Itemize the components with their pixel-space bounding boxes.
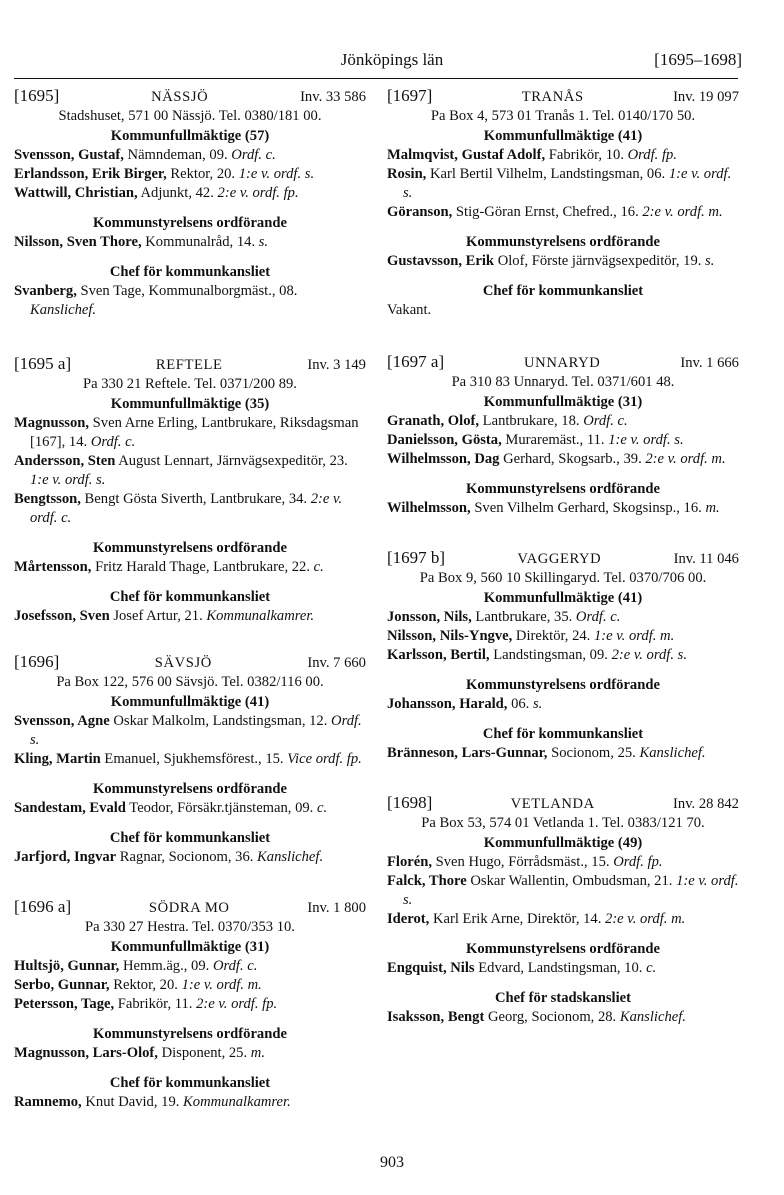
person-entry (387, 608, 739, 627)
municipality-header (14, 354, 366, 375)
person-role: c. (313, 559, 324, 575)
municipality-header (14, 897, 366, 918)
person-name: Sandestam, Evald (14, 800, 126, 816)
person-role: Kommunalkamrer. (206, 608, 315, 624)
person-name: Svanberg, (14, 283, 77, 299)
person-entry (387, 959, 739, 978)
municipality-name: SÖDRA MO (148, 900, 230, 916)
person-details: Olof, Förste järnvägsexpeditör, 19. (494, 253, 706, 269)
person-name: Gustavsson, Erik (387, 253, 495, 269)
person-role: Ordf. c. (583, 413, 628, 429)
person-details: Fabrikör, 10. (545, 147, 628, 163)
person-name: Falck, Thore (387, 873, 467, 889)
person-entry (387, 203, 739, 222)
person-role: s. (258, 234, 269, 250)
page-header-title: Jönköpings län (340, 50, 444, 69)
person-details: Socionom, 25. (547, 745, 640, 761)
person-details: Oskar Malkolm, Landstingsman, 12. (109, 713, 332, 729)
person-role: Kanslichef. (257, 849, 324, 865)
municipality-header (387, 548, 739, 569)
office-chief-heading: Chef för stadskansliet (495, 990, 631, 1006)
person-entry (14, 558, 366, 577)
person-entry (387, 499, 739, 518)
person-name: Nilsson, Sven Thore, (14, 234, 142, 250)
person-entry (387, 872, 739, 910)
person-entry (387, 1008, 739, 1027)
council-heading: Kommunfullmäktige (35) (110, 396, 270, 412)
person-role: 1:e v. ordf. m. (593, 628, 675, 644)
person-name: Isaksson, Bengt (387, 1009, 485, 1025)
page-header-range: [1695–1698] (654, 50, 742, 69)
page-number: 903 (380, 1154, 404, 1171)
person-role: Ordf. c. (212, 958, 258, 974)
person-details: 06. (507, 696, 533, 712)
council-heading: Kommunfullmäktige (49) (483, 835, 643, 851)
person-name: Wilhelmsson, Dag (387, 451, 500, 467)
person-details: Ragnar, Socionom, 36. (116, 849, 258, 865)
person-role: m. (705, 500, 720, 516)
person-role: c. (316, 800, 328, 816)
person-role: 1:e v. ordf. s. (608, 432, 684, 448)
municipality-section (14, 86, 366, 320)
person-details: Emanuel, Sjukhemsförest., 15. (100, 751, 288, 767)
person-name: Granath, Olof, (387, 413, 480, 429)
municipality-id: [1697 b] (387, 548, 446, 567)
person-role: Kanslichef. (619, 1009, 686, 1025)
municipality-id: [1695] (14, 86, 60, 105)
person-details: Edvard, Landstingsman, 10. (474, 960, 647, 976)
person-details: Hemm.äg., 09. (119, 958, 213, 974)
board-chair-heading: Kommunstyrelsens ordförande (466, 234, 660, 250)
person-details: Oskar Wallentin, Ombudsman, 21. (466, 873, 677, 889)
municipality-inv: Inv. 1 666 (680, 355, 739, 371)
person-entry (14, 799, 366, 818)
person-name: Iderot, (387, 911, 430, 927)
person-name: Danielsson, Gösta, (387, 432, 502, 448)
person-name: Nilsson, Nils-Yngve, (387, 628, 513, 644)
person-role: Ordf. fp. (613, 854, 663, 870)
person-details: Fabrikör, 11. (114, 996, 197, 1012)
office-chief-heading: Chef för kommunkansliet (109, 1075, 271, 1091)
person-name: Wattwill, Christian, (14, 185, 138, 201)
person-name: Magnusson, (14, 415, 90, 431)
person-role: Kanslichef. (30, 302, 97, 318)
municipality-inv: Inv. 1 800 (307, 900, 366, 916)
municipality-header (387, 793, 739, 814)
municipality-address: Pa Box 53, 574 01 Vetlanda 1. Tel. 0383/121 70. (421, 815, 705, 831)
person-name: Rosin, (387, 166, 427, 182)
municipality-section (387, 352, 739, 518)
person-entry (14, 1044, 366, 1063)
board-chair-heading: Kommunstyrelsens ordförande (466, 677, 660, 693)
person-details: Kommunalråd, 14. (141, 234, 259, 250)
person-role: 2:e v. ordf. fp. (196, 996, 278, 1012)
person-entry (14, 490, 366, 528)
person-entry (387, 146, 739, 165)
person-name: Karlsson, Bertil, (387, 647, 490, 663)
person-entry (14, 976, 366, 995)
left-column (14, 86, 366, 1112)
municipality-inv: Inv. 19 097 (673, 89, 739, 105)
person-role: Kommunalkamrer. (183, 1094, 291, 1110)
person-entry (14, 282, 366, 320)
person-details: Adjunkt, 42. (137, 185, 218, 201)
person-role: Kanslichef. (639, 745, 706, 761)
person-name: Svensson, Gustaf, (14, 147, 124, 163)
person-entry (14, 712, 366, 750)
board-chair-heading: Kommunstyrelsens ordförande (466, 941, 660, 957)
person-entry (387, 646, 739, 665)
office-chief-heading: Chef för kommunkansliet (109, 589, 271, 605)
office-chief-heading: Chef för kommunkansliet (109, 264, 271, 280)
municipality-inv: Inv. 3 149 (307, 357, 366, 373)
person-entry (387, 165, 739, 203)
person-details: Karl Erik Arne, Direktör, 14. (429, 911, 606, 927)
person-details: Karl Bertil Vilhelm, Landstingsman, 06. (426, 166, 669, 182)
person-name: Josefsson, Sven (14, 608, 110, 624)
municipality-name: TRANÅS (521, 89, 584, 105)
council-heading: Kommunfullmäktige (41) (483, 128, 643, 144)
person-role: 2:e v. ordf. fp. (217, 185, 299, 201)
person-name: Mårtensson, (14, 559, 92, 575)
person-name: Magnusson, Lars-Olof, (14, 1045, 158, 1061)
person-entry (14, 414, 366, 452)
person-details: Sven Vilhelm Gerhard, Skogsinsp., 16. (470, 500, 706, 516)
municipality-name: VAGGERYD (517, 551, 602, 567)
person-role: Ordf. fp. (627, 147, 677, 163)
person-role: Ordf. s. (30, 713, 362, 748)
municipality-section (387, 86, 739, 320)
person-details: Josef Artur, 21. (109, 608, 207, 624)
header-rule (14, 78, 738, 79)
person-role: 2:e v. ordf. m. (645, 451, 726, 467)
person-details: Knut David, 19. (81, 1094, 184, 1110)
person-details: Teodor, Försäkr.tjänsteman, 09. (125, 800, 317, 816)
municipality-inv: Inv. 11 046 (673, 551, 739, 567)
municipality-id: [1698] (387, 793, 433, 812)
municipality-name: SÄVSJÖ (154, 655, 212, 671)
person-name: Wilhelmsson, (387, 500, 471, 516)
person-entry (14, 452, 366, 490)
municipality-section (387, 793, 739, 1027)
person-details: Rektor, 20. (109, 977, 182, 993)
municipality-section (14, 897, 366, 1112)
person-name: Serbo, Gunnar, (14, 977, 110, 993)
municipality-inv: Inv. 28 842 (673, 796, 739, 812)
municipality-id: [1696] (14, 652, 60, 671)
council-heading: Kommunfullmäktige (57) (110, 128, 270, 144)
council-heading: Kommunfullmäktige (31) (483, 394, 643, 410)
person-name: Petersson, Tage, (14, 996, 115, 1012)
municipality-name: NÄSSJÖ (151, 89, 209, 105)
municipality-header (14, 86, 366, 107)
municipality-address: Stadshuset, 571 00 Nässjö. Tel. 0380/181 00. (58, 108, 322, 124)
person-entry (387, 301, 739, 320)
council-heading: Kommunfullmäktige (41) (483, 590, 643, 606)
office-chief-heading: Chef för kommunkansliet (109, 830, 271, 846)
person-name: Engquist, Nils (387, 960, 475, 976)
person-role: s. (705, 253, 715, 269)
person-entry (387, 744, 739, 763)
person-entry (14, 165, 366, 184)
person-role: Ordf. c. (231, 147, 276, 163)
person-name: Malmqvist, Gustaf Adolf, (387, 147, 546, 163)
person-details: Sven Tage, Kommunalborgmäst., 08. (76, 283, 298, 299)
person-entry (387, 695, 739, 714)
municipality-address: Pa 330 21 Reftele. Tel. 0371/200 89. (83, 376, 297, 392)
person-details: Stig-Göran Ernst, Chefred., 16. (452, 204, 643, 220)
municipality-inv: Inv. 7 660 (307, 655, 366, 671)
council-heading: Kommunfullmäktige (31) (110, 939, 270, 955)
person-role: 1:e v. ordf. s. (403, 873, 739, 908)
person-entry (387, 853, 739, 872)
person-details: Sven Hugo, Förrådsmäst., 15. (432, 854, 614, 870)
municipality-address: Pa Box 9, 560 10 Skillingaryd. Tel. 0370/706 00. (419, 570, 707, 586)
person-entry (14, 146, 366, 165)
municipality-name: UNNARYD (524, 355, 601, 371)
person-details: Muraremäst., 11. (501, 432, 609, 448)
person-details: Lantbrukare, 18. (479, 413, 584, 429)
municipality-id: [1695 a] (14, 354, 72, 373)
person-details: Lantbrukare, 35. (471, 609, 576, 625)
person-role: 1:e v. ordf. m. (181, 977, 262, 993)
person-role: 2:e v. ordf. s. (611, 647, 687, 663)
person-entry (387, 910, 739, 929)
municipality-name: REFTELE (155, 357, 223, 373)
person-name: Hultsjö, Gunnar, (14, 958, 120, 974)
person-name: Bränneson, Lars-Gunnar, (387, 745, 548, 761)
person-name: Florén, (387, 854, 432, 870)
person-entry (14, 750, 366, 769)
person-details: Direktör, 24. (512, 628, 594, 644)
person-details: Fritz Harald Thage, Lantbrukare, 22. (91, 559, 314, 575)
person-role: Vice ordf. fp. (287, 751, 362, 767)
person-details: Georg, Socionom, 28. (484, 1009, 620, 1025)
person-details: August Lennart, Järnvägsexpeditör, 23. (115, 453, 348, 469)
person-name: Kling, Martin (14, 751, 101, 767)
municipality-name: VETLANDA (510, 796, 595, 812)
person-role: 1:e v. ordf. s. (30, 472, 106, 488)
person-entry (387, 627, 739, 646)
office-chief-heading: Chef för kommunkansliet (482, 726, 644, 742)
person-role: 1:e v. ordf. s. (403, 166, 732, 201)
person-details: Nämndeman, 09. (123, 147, 232, 163)
person-details: Vakant. (387, 302, 432, 318)
municipality-address: Pa 330 27 Hestra. Tel. 0370/353 10. (85, 919, 295, 935)
person-details: Gerhard, Skogsarb., 39. (499, 451, 646, 467)
person-role: c. (646, 960, 657, 976)
person-entry (14, 1093, 366, 1112)
council-heading: Kommunfullmäktige (41) (110, 694, 270, 710)
person-name: Jonsson, Nils, (387, 609, 472, 625)
person-name: Bengtsson, (14, 491, 81, 507)
person-entry (387, 252, 739, 271)
person-entry (14, 995, 366, 1014)
person-name: Svensson, Agne (14, 713, 110, 729)
board-chair-heading: Kommunstyrelsens ordförande (93, 1026, 287, 1042)
municipality-header (14, 652, 366, 673)
person-entry (14, 957, 366, 976)
person-entry (387, 450, 739, 469)
person-details: Rektor, 20. (166, 166, 239, 182)
person-role: 2:e v. ordf. m. (642, 204, 723, 220)
person-details: Bengt Gösta Siverth, Lantbrukare, 34. (80, 491, 311, 507)
person-name: Ramnemo, (14, 1094, 82, 1110)
municipality-header (387, 352, 739, 373)
person-details: Landstingsman, 09. (489, 647, 612, 663)
municipality-section (14, 652, 366, 867)
person-entry (14, 607, 366, 626)
municipality-section (14, 354, 366, 626)
person-role: 2:e v. ordf. m. (605, 911, 686, 927)
person-entry (14, 233, 366, 252)
municipality-id: [1696 a] (14, 897, 72, 916)
office-chief-heading: Chef för kommunkansliet (482, 283, 644, 299)
person-role: Ordf. c. (90, 434, 136, 450)
person-role: Ordf. c. (575, 609, 621, 625)
person-entry (387, 412, 739, 431)
board-chair-heading: Kommunstyrelsens ordförande (93, 781, 287, 797)
person-name: Johansson, Harald, (387, 696, 508, 712)
person-name: Göranson, (387, 204, 453, 220)
person-details: Sven Arne Erling, Lantbrukare, Riksdagsman [167], 14. (30, 415, 359, 450)
board-chair-heading: Kommunstyrelsens ordförande (93, 215, 287, 231)
person-name: Erlandsson, Erik Birger, (14, 166, 167, 182)
person-role: m. (250, 1045, 265, 1061)
right-column (387, 86, 739, 1027)
municipality-id: [1697 a] (387, 352, 445, 371)
municipality-id: [1697] (387, 86, 433, 105)
board-chair-heading: Kommunstyrelsens ordförande (93, 540, 287, 556)
municipality-address: Pa Box 4, 573 01 Tranås 1. Tel. 0140/170 50. (430, 108, 696, 124)
person-entry (14, 848, 366, 867)
municipality-address: Pa Box 122, 576 00 Sävsjö. Tel. 0382/116 00. (56, 674, 324, 690)
municipality-section (387, 548, 739, 763)
person-details: Disponent, 25. (157, 1045, 251, 1061)
person-name: Jarfjord, Ingvar (14, 849, 117, 865)
person-name: Andersson, Sten (14, 453, 116, 469)
board-chair-heading: Kommunstyrelsens ordförande (466, 481, 660, 497)
person-entry (14, 184, 366, 203)
person-entry (387, 431, 739, 450)
person-role: s. (532, 696, 543, 712)
person-role: 1:e v. ordf. s. (238, 166, 315, 182)
person-role: 2:e v. ordf. c. (30, 491, 343, 526)
municipality-address: Pa 310 83 Unnaryd. Tel. 0371/601 48. (451, 374, 675, 390)
municipality-header (387, 86, 739, 107)
municipality-inv: Inv. 33 586 (300, 89, 366, 105)
